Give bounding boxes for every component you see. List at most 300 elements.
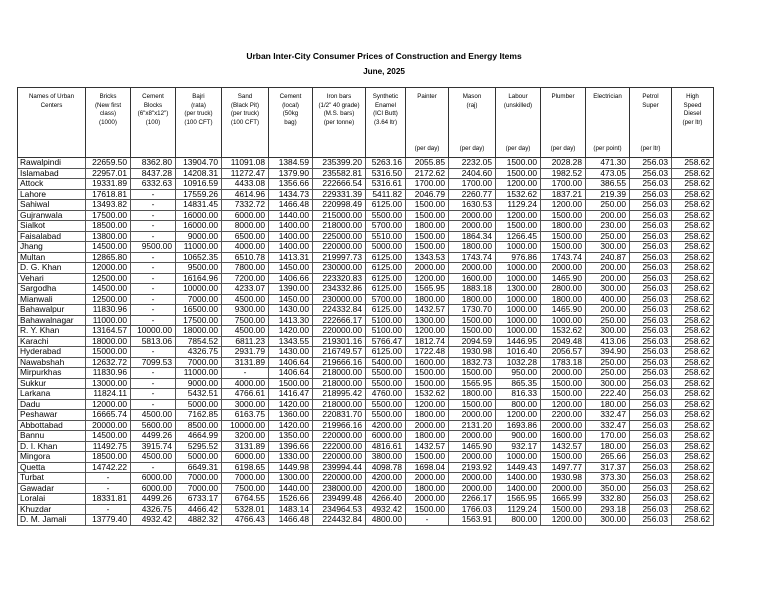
cement-blocks-cell: 5600.00 (131, 420, 176, 431)
high-speed-diesel-cell: 258.62 (672, 504, 714, 515)
mason-cell: 2266.17 (449, 494, 496, 505)
bajri-cell: 16000.00 (176, 210, 222, 221)
table-row (18, 231, 714, 242)
bricks-header (86, 88, 131, 158)
cement-blocks-cell: 4932.42 (131, 515, 176, 526)
bajri-cell: 7162.85 (176, 410, 222, 421)
painter-cell: 1200.00 (406, 399, 449, 410)
city-name-cell: Bahawalpur (18, 305, 86, 316)
table-row (18, 399, 714, 410)
high-speed-diesel-cell: 258.62 (672, 452, 714, 463)
mason-cell: 1500.00 (449, 399, 496, 410)
city-name-cell: R. Y. Khan (18, 326, 86, 337)
labour-cell: 1000.00 (496, 326, 541, 337)
plumber-cell: 2000.00 (541, 368, 586, 379)
cement-blocks-cell: 10000.00 (131, 326, 176, 337)
cement-cell: 1466.48 (269, 200, 313, 211)
electrician-cell: 265.66 (586, 452, 630, 463)
plumber-cell: 2028.28 (541, 158, 586, 169)
labour-cell: 1446.95 (496, 336, 541, 347)
city-name-header-line: Names of Urban (28, 93, 75, 100)
table-row (18, 494, 714, 505)
plumber-cell: 1432.57 (541, 441, 586, 452)
bricks-cell: 14500.00 (86, 284, 131, 295)
mason-cell: 1800.00 (449, 294, 496, 305)
synthetic-enamel-cell: 5700.00 (366, 294, 406, 305)
sand-cell: 11272.47 (222, 168, 269, 179)
iron-bars-cell: 220000.00 (313, 473, 366, 484)
iron-bars-cell: 218000.00 (313, 399, 366, 410)
plumber-cell: 1200.00 (541, 200, 586, 211)
iron-bars-header-line: (per tonne) (323, 118, 355, 126)
synthetic-enamel-cell: 5411.82 (366, 189, 406, 200)
synthetic-enamel-cell: 5500.00 (366, 368, 406, 379)
cement-blocks-header-line: Blocks (143, 101, 163, 109)
petrol-super-cell: 256.03 (630, 399, 672, 410)
iron-bars-cell: 220000.00 (313, 452, 366, 463)
synthetic-enamel-cell: 5500.00 (366, 410, 406, 421)
mason-cell: 1563.91 (449, 515, 496, 526)
plumber-cell: 1700.00 (541, 179, 586, 190)
bricks-cell: 12500.00 (86, 294, 131, 305)
synthetic-enamel-cell: 6125.00 (366, 263, 406, 274)
cement-cell: 1300.00 (269, 473, 313, 484)
painter-cell: 1532.62 (406, 389, 449, 400)
painter-cell: 1800.00 (406, 431, 449, 442)
petrol-super-cell: 256.03 (630, 284, 672, 295)
cement-blocks-cell: 6332.63 (131, 179, 176, 190)
iron-bars-cell: 239994.44 (313, 462, 366, 473)
petrol-super-cell: 256.03 (630, 431, 672, 442)
city-name-cell: Abbottabad (18, 420, 86, 431)
city-name-cell: Nawabshah (18, 357, 86, 368)
synthetic-enamel-cell: 5100.00 (366, 326, 406, 337)
painter-cell: 1812.74 (406, 336, 449, 347)
synthetic-enamel-cell: 4098.78 (366, 462, 406, 473)
cement-cell: 1420.00 (269, 326, 313, 337)
high-speed-diesel-header-line: High (686, 93, 699, 100)
electrician-cell: 200.00 (586, 210, 630, 221)
sand-header-line: Sand (237, 93, 253, 100)
cement-blocks-cell: 3915.74 (131, 441, 176, 452)
table-row (18, 315, 714, 326)
city-name-cell: Lahore (18, 189, 86, 200)
iron-bars-header-line: Iron bars (326, 93, 352, 100)
petrol-super-cell: 256.03 (630, 452, 672, 463)
synthetic-enamel-cell: 6125.00 (366, 347, 406, 358)
bricks-cell: 19331.89 (86, 179, 131, 190)
city-name-cell: Sargodha (18, 284, 86, 295)
plumber-cell: 1930.98 (541, 473, 586, 484)
labour-header-stack (496, 88, 540, 156)
bricks-cell: 11824.11 (86, 389, 131, 400)
petrol-super-cell: 256.03 (630, 378, 672, 389)
bajri-cell: 5432.51 (176, 389, 222, 400)
plumber-cell: 2000.00 (541, 420, 586, 431)
electrician-cell: 250.00 (586, 368, 630, 379)
cement-blocks-cell: - (131, 252, 176, 263)
plumber-cell: 2000.00 (541, 483, 586, 494)
iron-bars-cell: 230000.00 (313, 263, 366, 274)
sand-cell: 6000.00 (222, 452, 269, 463)
plumber-cell: 2200.00 (541, 410, 586, 421)
cement-blocks-cell: 4500.00 (131, 452, 176, 463)
iron-bars-cell: 218000.00 (313, 378, 366, 389)
bajri-cell: 9000.00 (176, 231, 222, 242)
plumber-cell: 1200.00 (541, 399, 586, 410)
bajri-cell: 7000.00 (176, 357, 222, 368)
sand-cell: 6510.78 (222, 252, 269, 263)
iron-bars-cell: 220000.00 (313, 242, 366, 253)
electrician-cell: 400.00 (586, 294, 630, 305)
iron-bars-cell: 220000.00 (313, 431, 366, 442)
table-row (18, 210, 714, 221)
bricks-header-line: class) (99, 110, 117, 118)
table-row (18, 420, 714, 431)
electrician-cell: 180.00 (586, 399, 630, 410)
bricks-cell: 22957.01 (86, 168, 131, 179)
cement-blocks-cell: - (131, 378, 176, 389)
labour-header-unit: (per day) (505, 145, 531, 153)
table-row (18, 357, 714, 368)
painter-cell: 1500.00 (406, 210, 449, 221)
painter-header-unit: (per day) (414, 145, 440, 153)
cement-header-stack (269, 88, 312, 156)
bricks-cell: 18500.00 (86, 452, 131, 463)
bajri-cell: 17559.26 (176, 189, 222, 200)
city-name-cell: Mingora (18, 452, 86, 463)
table-row (18, 452, 714, 463)
plumber-cell: 1532.62 (541, 326, 586, 337)
bricks-cell: - (86, 483, 131, 494)
mason-cell: 1832.73 (449, 357, 496, 368)
iron-bars-cell: 239499.48 (313, 494, 366, 505)
cement-blocks-cell: - (131, 315, 176, 326)
labour-cell: 950.00 (496, 368, 541, 379)
high-speed-diesel-header-label (673, 93, 712, 127)
high-speed-diesel-cell: 258.62 (672, 231, 714, 242)
mason-cell: 1465.90 (449, 441, 496, 452)
table-row (18, 368, 714, 379)
electrician-cell: 386.55 (586, 179, 630, 190)
painter-cell: 1800.00 (406, 483, 449, 494)
plumber-cell: 1465.90 (541, 273, 586, 284)
high-speed-diesel-cell: 258.62 (672, 252, 714, 263)
high-speed-diesel-cell: 258.62 (672, 462, 714, 473)
synthetic-enamel-cell: 6125.00 (366, 305, 406, 316)
city-name-cell: Khuzdar (18, 504, 86, 515)
plumber-cell: 1500.00 (541, 378, 586, 389)
high-speed-diesel-cell: 258.62 (672, 221, 714, 232)
petrol-super-cell: 256.03 (630, 242, 672, 253)
city-name-cell: Dadu (18, 399, 86, 410)
cement-header-line: (50kg (282, 110, 299, 118)
iron-bars-cell: 220998.49 (313, 200, 366, 211)
mason-cell: 2232.05 (449, 158, 496, 169)
cement-blocks-cell: - (131, 200, 176, 211)
mason-cell: 2000.00 (449, 473, 496, 484)
bricks-cell: 11492.75 (86, 441, 131, 452)
labour-cell: 1500.00 (496, 168, 541, 179)
table-row (18, 515, 714, 526)
iron-bars-cell: 219997.73 (313, 252, 366, 263)
mason-cell: 2000.00 (449, 210, 496, 221)
electrician-header-stack (586, 88, 629, 156)
high-speed-diesel-cell: 258.62 (672, 378, 714, 389)
table-row (18, 252, 714, 263)
high-speed-diesel-cell: 258.62 (672, 242, 714, 253)
bajri-cell: 7854.52 (176, 336, 222, 347)
electrician-cell: 222.40 (586, 389, 630, 400)
petrol-super-cell: 256.03 (630, 168, 672, 179)
mason-cell: 1600.00 (449, 273, 496, 284)
bricks-cell: 17500.00 (86, 210, 131, 221)
iron-bars-cell: 235582.81 (313, 168, 366, 179)
table-row (18, 242, 714, 253)
cement-cell: 1400.00 (269, 231, 313, 242)
labour-cell: 1500.00 (496, 158, 541, 169)
cement-blocks-cell: 4499.26 (131, 494, 176, 505)
mason-cell: 2000.00 (449, 431, 496, 442)
bajri-cell: 17500.00 (176, 315, 222, 326)
petrol-super-cell: 256.03 (630, 410, 672, 421)
synthetic-enamel-cell: 5700.00 (366, 221, 406, 232)
electrician-cell: 200.00 (586, 305, 630, 316)
electrician-header (586, 88, 630, 158)
labour-header-line: Labour (508, 93, 528, 100)
cement-blocks-cell: - (131, 399, 176, 410)
bajri-header-line: (100 CFT) (184, 118, 213, 126)
painter-cell: - (406, 515, 449, 526)
cement-cell: 1483.14 (269, 504, 313, 515)
cement-blocks-cell: - (131, 221, 176, 232)
petrol-super-header-stack (630, 88, 671, 156)
painter-cell: 1300.00 (406, 315, 449, 326)
high-speed-diesel-cell: 258.62 (672, 515, 714, 526)
electrician-cell: 170.00 (586, 431, 630, 442)
synthetic-enamel-cell: 5500.00 (366, 399, 406, 410)
mason-cell: 2193.92 (449, 462, 496, 473)
bricks-cell: 22659.50 (86, 158, 131, 169)
table-row (18, 284, 714, 295)
plumber-cell: 1743.74 (541, 252, 586, 263)
mason-cell: 1766.03 (449, 504, 496, 515)
labour-cell: 1565.95 (496, 494, 541, 505)
plumber-cell: 1497.77 (541, 462, 586, 473)
high-speed-diesel-cell: 258.62 (672, 294, 714, 305)
cement-header-line: Cement (279, 93, 302, 100)
cement-cell: 1384.59 (269, 158, 313, 169)
iron-bars-cell: 219301.16 (313, 336, 366, 347)
city-name-cell: Mianwali (18, 294, 86, 305)
city-name-header-stack (18, 88, 85, 156)
painter-cell: 1698.04 (406, 462, 449, 473)
electrician-cell: 317.37 (586, 462, 630, 473)
mason-cell: 1630.53 (449, 200, 496, 211)
labour-cell: 1500.00 (496, 221, 541, 232)
labour-cell: 1200.00 (496, 410, 541, 421)
synthetic-enamel-cell: 5510.00 (366, 231, 406, 242)
iron-bars-header-stack (313, 88, 365, 156)
painter-cell: 2000.00 (406, 263, 449, 274)
cement-cell: 1360.00 (269, 410, 313, 421)
painter-cell: 1500.00 (406, 368, 449, 379)
synthetic-enamel-cell: 6125.00 (366, 200, 406, 211)
synthetic-enamel-cell: 6125.00 (366, 252, 406, 263)
mason-cell: 1500.00 (449, 326, 496, 337)
high-speed-diesel-cell: 258.62 (672, 357, 714, 368)
labour-cell: 1032.28 (496, 357, 541, 368)
labour-cell: 1449.43 (496, 462, 541, 473)
high-speed-diesel-cell: 258.62 (672, 273, 714, 284)
bajri-cell: 4466.42 (176, 504, 222, 515)
petrol-super-cell: 256.03 (630, 263, 672, 274)
labour-header-label (497, 93, 539, 110)
petrol-super-cell: 256.03 (630, 315, 672, 326)
cement-blocks-header-line: (6"x8"x12") (137, 110, 169, 118)
sand-header-line: (Black Pit) (230, 101, 260, 109)
sand-cell: 7200.00 (222, 273, 269, 284)
cement-cell: 1390.00 (269, 284, 313, 295)
sand-cell: 4000.00 (222, 378, 269, 389)
synthetic-enamel-cell: 4760.00 (366, 389, 406, 400)
labour-cell: 1000.00 (496, 315, 541, 326)
bricks-cell: 14500.00 (86, 242, 131, 253)
iron-bars-cell: 234332.86 (313, 284, 366, 295)
iron-bars-cell: 220000.00 (313, 326, 366, 337)
iron-bars-header-label (314, 93, 364, 127)
table-row (18, 326, 714, 337)
table-row (18, 431, 714, 442)
plumber-cell: 1800.00 (541, 294, 586, 305)
petrol-super-cell: 256.03 (630, 368, 672, 379)
mason-cell: 1743.74 (449, 252, 496, 263)
bajri-cell: 16164.96 (176, 273, 222, 284)
petrol-super-cell: 256.03 (630, 231, 672, 242)
mason-header-stack (449, 88, 495, 156)
high-speed-diesel-cell: 258.62 (672, 441, 714, 452)
cement-blocks-cell: 8437.28 (131, 168, 176, 179)
painter-cell: 1200.00 (406, 273, 449, 284)
cement-blocks-header (131, 88, 176, 158)
table-row (18, 347, 714, 358)
petrol-super-cell: 256.03 (630, 347, 672, 358)
bajri-cell: 4882.32 (176, 515, 222, 526)
cement-blocks-cell: 5813.06 (131, 336, 176, 347)
city-name-cell: Jhang (18, 242, 86, 253)
iron-bars-cell: 215000.00 (313, 210, 366, 221)
bricks-cell: - (86, 473, 131, 484)
cement-blocks-cell: 4326.75 (131, 504, 176, 515)
table-row (18, 221, 714, 232)
synthetic-enamel-header (366, 88, 406, 158)
high-speed-diesel-header-line: Diesel (683, 110, 702, 118)
high-speed-diesel-cell: 258.62 (672, 420, 714, 431)
table-row (18, 504, 714, 515)
electrician-cell: 250.00 (586, 200, 630, 211)
cement-cell: 1396.66 (269, 441, 313, 452)
petrol-super-cell: 256.03 (630, 420, 672, 431)
mason-cell: 1864.34 (449, 231, 496, 242)
plumber-cell: 2800.00 (541, 284, 586, 295)
petrol-super-cell: 256.03 (630, 462, 672, 473)
bajri-cell: 11000.00 (176, 368, 222, 379)
iron-bars-header-line: (M.S. bars) (323, 110, 355, 118)
synthetic-enamel-cell: 6125.00 (366, 273, 406, 284)
sand-header-line: (100 CFT) (230, 118, 260, 126)
labour-cell: 1000.00 (496, 305, 541, 316)
bajri-cell: 14831.45 (176, 200, 222, 211)
sand-cell: 6198.65 (222, 462, 269, 473)
sand-cell: 7000.00 (222, 473, 269, 484)
high-speed-diesel-header-line: (per ltr) (682, 118, 703, 126)
synthetic-enamel-cell: 5500.00 (366, 378, 406, 389)
electrician-cell: 250.00 (586, 231, 630, 242)
header-row (18, 88, 714, 158)
plumber-cell: 2049.48 (541, 336, 586, 347)
table-header (18, 88, 714, 158)
cement-cell: 1440.00 (269, 210, 313, 221)
electrician-cell: 200.00 (586, 273, 630, 284)
city-name-cell: Gawadar (18, 483, 86, 494)
city-name-cell: Karachi (18, 336, 86, 347)
sand-cell: 6764.55 (222, 494, 269, 505)
labour-cell: 1532.62 (496, 189, 541, 200)
electrician-cell: 250.00 (586, 315, 630, 326)
sand-cell: 4500.00 (222, 294, 269, 305)
petrol-super-cell: 256.03 (630, 179, 672, 190)
bajri-header-line: Bajri (192, 93, 205, 100)
high-speed-diesel-header-stack (672, 88, 713, 156)
iron-bars-cell: 218995.42 (313, 389, 366, 400)
plumber-cell: 1600.00 (541, 431, 586, 442)
cement-blocks-cell: - (131, 210, 176, 221)
sand-cell: 9300.00 (222, 305, 269, 316)
sand-cell: 6163.75 (222, 410, 269, 421)
iron-bars-header (313, 88, 366, 158)
painter-cell: 1500.00 (406, 231, 449, 242)
labour-cell: 1400.00 (496, 483, 541, 494)
plumber-cell: 1200.00 (541, 515, 586, 526)
iron-bars-cell: 225000.00 (313, 231, 366, 242)
iron-bars-cell: 219966.16 (313, 420, 366, 431)
high-speed-diesel-cell: 258.62 (672, 189, 714, 200)
table-row (18, 189, 714, 200)
cement-cell: 1416.47 (269, 389, 313, 400)
painter-cell: 1500.00 (406, 200, 449, 211)
painter-cell: 1700.00 (406, 179, 449, 190)
painter-header-line: Painter (417, 93, 437, 100)
bricks-header-label (87, 93, 129, 127)
high-speed-diesel-cell: 258.62 (672, 158, 714, 169)
cement-blocks-cell: 6000.00 (131, 483, 176, 494)
bricks-cell: 12500.00 (86, 273, 131, 284)
painter-cell: 1500.00 (406, 452, 449, 463)
petrol-super-cell: 256.03 (630, 441, 672, 452)
painter-cell: 2000.00 (406, 473, 449, 484)
labour-cell: 1693.86 (496, 420, 541, 431)
electrician-header-line: Electrician (593, 93, 622, 100)
city-name-cell: Attock (18, 179, 86, 190)
cement-header-line: (local) (282, 101, 299, 109)
bajri-cell: 14208.31 (176, 168, 222, 179)
bricks-cell: 18000.00 (86, 336, 131, 347)
bricks-header-line: (1000) (99, 118, 117, 126)
cement-blocks-cell: 4499.26 (131, 431, 176, 442)
labour-cell: 1000.00 (496, 273, 541, 284)
cement-blocks-cell: - (131, 368, 176, 379)
page-title: Urban Inter-City Consumer Prices of Construction and Energy Items (246, 51, 522, 61)
